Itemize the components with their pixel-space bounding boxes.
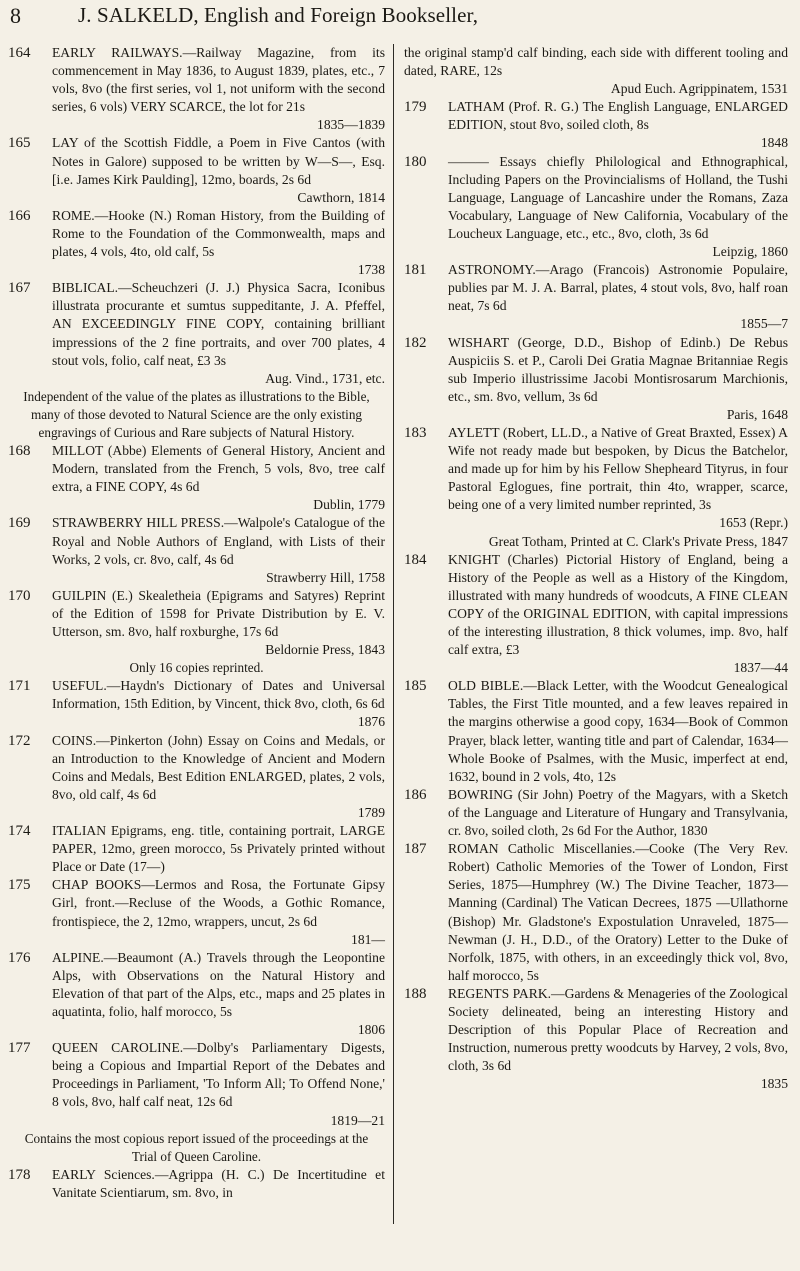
entry-text: LAY of the Scottish Fiddle, a Poem in Five Cantos (with Notes in Galore) supposed to be written by W—S—, Esq. [i.e. James Kirk Paulding], 12mo, boards, 2s 6d bbox=[52, 135, 385, 187]
entry-number: 168 bbox=[8, 443, 31, 460]
entry-imprint: 181— bbox=[351, 931, 385, 947]
catalogue-entry bbox=[404, 786, 788, 840]
catalogue-entry bbox=[404, 985, 788, 1094]
entry-text: BIBLICAL.—Scheuchzeri (J. J.) Physica Sacra, Iconibus illustrata procurante et sumtus suppeditante, J. A. Pfeffel, AN EXCEEDINGLY FINE COPY, containing brilliant impressions of the 2 fine portraits, and over 700 plates, 4 stout vols, folio, calf neat, £3 3s bbox=[52, 280, 385, 368]
entry-imprint: 1848 bbox=[760, 135, 788, 151]
page-number: 8 bbox=[10, 3, 21, 28]
entry-number: 174 bbox=[8, 823, 31, 840]
catalogue-entry bbox=[404, 98, 788, 152]
entry-imprint: 1653 (Repr.) bbox=[719, 515, 788, 531]
entry-imprint: Paris, 1648 bbox=[726, 406, 788, 422]
catalogue-entry bbox=[8, 1039, 385, 1129]
entry-text: OLD BIBLE.—Black Letter, with the Woodcut Genealogical Tables, the First Title mounted, and a few leaves repaired in the margins otherwise a good copy, 1634—Book of Common Prayer, black letter, wanting title and part of Calendar, 1634—Whole Booke of Psalmes, with the Music, imperfect at end, 1632, bound in 2 vols, 4to, 12s bbox=[448, 678, 788, 784]
entry-text: the original stamp'd calf binding, each side with different tooling and dated, RARE, 12s bbox=[404, 45, 788, 79]
entry-number: 187 bbox=[404, 841, 427, 858]
entry-number: 183 bbox=[404, 424, 427, 441]
entry-imprint: Dublin, 1779 bbox=[313, 497, 385, 513]
entry-imprint: 1819—21 bbox=[330, 1112, 385, 1128]
entry-number: 185 bbox=[404, 678, 427, 695]
entry-text: LATHAM (Prof. R. G.) The English Language, ENLARGED EDITION, stout 8vo, soiled cloth, 8s bbox=[448, 99, 788, 133]
entry-imprint: 1837—44 bbox=[733, 660, 788, 676]
entry-note: Independent of the value of the plates as illustrations to the Bible, many of those devoted to Natural Science are the only existing engravings of Curious and Rare subjects of Natural History. bbox=[23, 388, 370, 440]
catalogue-entry bbox=[8, 134, 385, 206]
entry-number: 171 bbox=[8, 678, 31, 695]
catalogue-entry bbox=[8, 822, 385, 876]
running-header bbox=[0, 0, 800, 38]
entry-number: 180 bbox=[404, 153, 427, 170]
catalogue-entry bbox=[8, 949, 385, 1039]
entry-text: BOWRING (Sir John) Poetry of the Magyars, with a Sketch of the Language and Literature of Hungary and Transylvania, cr. 8vo, soiled cloth, 2s 6d For the Author, 1830 bbox=[448, 786, 788, 839]
catalogue-entry bbox=[404, 677, 788, 786]
entry-imprint: Leipzig, 1860 bbox=[712, 244, 788, 260]
entry-text: MILLOT (Abbe) Elements of General History, Ancient and Modern, translated from the French, 5 vols, 8vo, tree calf extra, a FINE COPY, 4s 6d bbox=[52, 443, 385, 495]
entry-text: USEFUL.—Haydn's Dictionary of Dates and Universal Information, 15th Edition, by Vincent, thick 8vo, cloth, 6s 6d bbox=[52, 678, 385, 712]
catalogue-entry bbox=[404, 153, 788, 262]
entry-note: Great Totham, Printed at C. Clark's Private Press, 1847 bbox=[488, 533, 788, 549]
entry-number: 172 bbox=[8, 732, 31, 749]
entry-imprint: 1738 bbox=[357, 262, 385, 278]
entry-number: 175 bbox=[8, 877, 31, 894]
entry-imprint: 1876 bbox=[357, 714, 385, 730]
catalogue-entry bbox=[404, 551, 788, 678]
catalogue-entry bbox=[404, 424, 788, 551]
catalogue-entry bbox=[8, 587, 385, 659]
catalogue-entry bbox=[404, 840, 788, 985]
entry-text: ASTRONOMY.—Arago (Francois) Astronomie Populaire, publies par M. J. A. Barral, plates, 4 stout vols, 8vo, half roan neat, 7s 6d bbox=[448, 262, 788, 314]
entry-text: WISHART (George, D.D., Bishop of Edinb.) De Rebus Auspiciis S. et P., Caroli Dei Gratia Magnae Britanniae Regis sub Imperio illustrissime Jacobi Montisrosarum Marchionis, etc., sm. 8vo, vellum, 3s 6d bbox=[448, 334, 788, 404]
entry-text: QUEEN CAROLINE.—Dolby's Parliamentary Digests, being a Copious and Impartial Report of the Debates and Proceedings in Parliament, 'To Inform All; To Offend None,' 8 vols, 8vo, half calf neat, 12s 6d bbox=[52, 1040, 385, 1110]
entry-text: ——— Essays chiefly Philological and Ethnographical, Including Papers on the Provincialisms of Holland, the Tushi Language, Language of Lancashire under the Romans, Zaza Vocabulary, Language of New California, Vocabulary of the Loucheux Language, etc., etc., 8vo, cloth, 3s 6d bbox=[448, 153, 788, 241]
catalogue-entry bbox=[8, 44, 385, 134]
entry-text: ROME.—Hooke (N.) Roman History, from the Building of Rome to the Foundation of the Commonwealth, maps and plates, 4 vols, 4to, old calf, 5s bbox=[52, 207, 385, 260]
entry-number: 182 bbox=[404, 334, 427, 351]
entry-imprint: Beldornie Press, 1843 bbox=[265, 642, 385, 658]
entry-text: CHAP BOOKS—Lermos and Rosa, the Fortunate Gipsy Girl, front.—Recluse of the Woods, a Gothic Romance, frontispiece, the 2, 12mo, wrappers, uncut, 2s 6d bbox=[52, 877, 385, 929]
entry-number: 170 bbox=[8, 587, 31, 604]
catalogue-entry bbox=[8, 514, 385, 586]
entry-text: ITALIAN Epigrams, eng. title, containing portrait, LARGE PAPER, 12mo, green morocco, 5s Privately printed without Place or Date (17—) bbox=[52, 823, 385, 875]
left-column bbox=[8, 44, 385, 1202]
entry-note: Contains the most copious report issued of the proceedings at the Trial of Queen Caroline. bbox=[24, 1130, 369, 1164]
entry-imprint: 1789 bbox=[357, 804, 385, 820]
entry-imprint: 1835 bbox=[760, 1076, 788, 1092]
entry-text: STRAWBERRY HILL PRESS.—Walpole's Catalogue of the Royal and Noble Authors of England, with Lists of their Works, 2 vols, cr. 8vo, calf, 4s 6d bbox=[52, 515, 385, 567]
entry-number: 178 bbox=[8, 1166, 31, 1183]
entry-number: 188 bbox=[404, 985, 427, 1002]
catalogue-entry bbox=[404, 334, 788, 424]
catalogue-entry bbox=[404, 261, 788, 333]
entry-number: 177 bbox=[8, 1040, 31, 1057]
entry-imprint: Aug. Vind., 1731, etc. bbox=[265, 370, 385, 386]
entry-number: 167 bbox=[8, 280, 31, 297]
entry-text: AYLETT (Robert, LL.D., a Native of Great Braxted, Essex) A Wife not ready made but bespoken, by Dicus the Batchelor, and made up for him by his Fellow Shepheard Tityrus, in four Pastoral Eglogues, fine portrait, thin 4to, wrapper, scarce, being one of a very limited number reprinted, 3s bbox=[448, 424, 788, 513]
entry-number: 164 bbox=[8, 45, 31, 61]
entry-number: 184 bbox=[404, 551, 427, 568]
entry-text: ROMAN Catholic Miscellanies.—Cooke (The Very Rev. Robert) Catholic Memories of the Tower of London, First Series, 1875—Humphrey (W.) The Divine Teacher, 1873—Manning (Cardinal) The Vatican Decrees, 1875 —Ullathorne (Bishop) Mr. Gladstone's Expostulation Unraveled, 1875—Newman (J. H., D.D., of the Oratory) Letter to the Duke of Norfolk, 1875, with others, in an exceedingly thick vol, 8vo, half morocco, 5s bbox=[448, 841, 788, 983]
entry-text: REGENTS PARK.—Gardens & Menageries of the Zoological Society delineated, being an interesting History and Description of this Popular Place of Recreation and Instruction, numerous pretty woodcuts by Harvey, 2 vols, 8vo, cloth, 3s 6d bbox=[448, 985, 788, 1074]
catalogue-entry bbox=[8, 207, 385, 279]
entry-imprint: 1806 bbox=[357, 1022, 385, 1038]
entry-text: GUILPIN (E.) Skealetheia (Epigrams and Satyres) Reprint of the Edition of 1598 for Private Distribution by E. V. Utterson, sm. 8vo, half roxburghe, 17s 6d bbox=[52, 587, 385, 639]
entry-number: 166 bbox=[8, 207, 31, 224]
entry-continuation bbox=[404, 44, 788, 98]
entry-imprint: Apud Euch. Agrippinatem, 1531 bbox=[610, 81, 788, 97]
entry-text: EARLY RAILWAYS.—Railway Magazine, from its commencement in May 1836, to August 1839, plates, etc., 7 vols, 8vo (the first series, vol 1, not uniform with the second series, 6 vols) VERY SCARCE, the lot for 21s bbox=[52, 45, 385, 115]
entry-imprint: Cawthorn, 1814 bbox=[297, 189, 385, 205]
entry-number: 181 bbox=[404, 262, 427, 279]
entry-text: EARLY Sciences.—Agrippa (H. C.) De Incertitudine et Vanitate Scientiarum, sm. 8vo, in bbox=[52, 1166, 385, 1200]
catalogue-entry bbox=[8, 1166, 385, 1202]
entry-note: Only 16 copies reprinted. bbox=[129, 660, 264, 676]
entry-number: 179 bbox=[404, 99, 427, 116]
catalogue-entry bbox=[8, 876, 385, 948]
entry-number: 165 bbox=[8, 135, 31, 152]
catalogue-entry bbox=[8, 677, 385, 731]
running-title: J. SALKELD, English and Foreign Bookseller, bbox=[78, 3, 479, 27]
entry-number: 169 bbox=[8, 515, 31, 532]
entry-text: ALPINE.—Beaumont (A.) Travels through the Leopontine Alps, with Observations on the Natural History and Elevation of that part of the Alps, etc., maps and 25 plates in aquatinta, folio, half morocco, 5s bbox=[52, 949, 385, 1019]
entry-imprint: 1855—7 bbox=[740, 316, 788, 332]
entry-imprint: 1835—1839 bbox=[317, 117, 385, 133]
entry-number: 186 bbox=[404, 786, 427, 803]
column-divider bbox=[393, 44, 394, 1224]
catalogue-entry bbox=[8, 279, 385, 388]
right-column bbox=[404, 44, 788, 1093]
catalogue-entry bbox=[8, 442, 385, 514]
entry-imprint: Strawberry Hill, 1758 bbox=[266, 569, 385, 585]
entry-text: KNIGHT (Charles) Pictorial History of England, being a History of the People as well as a History of the Kingdom, illustrated with many hundreds of woodcuts, A FINE CLEAN COPY of the ORIGINAL EDITION, with capital impressions of the interesting illustration, 8 thick volumes, imp. 8vo, half calf extra, £3 bbox=[448, 551, 788, 658]
catalogue-entry bbox=[8, 732, 385, 822]
entry-text: COINS.—Pinkerton (John) Essay on Coins and Medals, or an Introduction to the Knowledge of Ancient and Modern Coins and Medals, Best Edition ENLARGED, plates, 2 vols, 8vo, old calf, 4s 6d bbox=[52, 732, 385, 802]
entry-number: 176 bbox=[8, 949, 31, 966]
